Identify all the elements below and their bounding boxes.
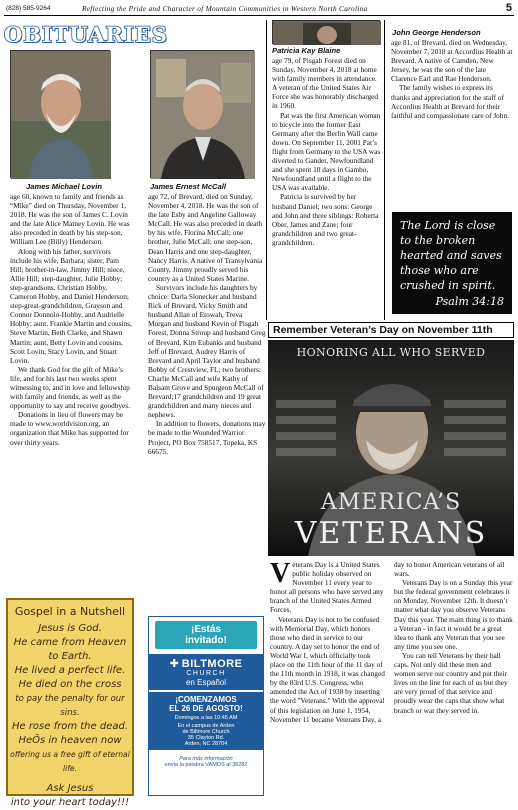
column-divider [266, 20, 267, 320]
gospel-line: He lived a perfect life. [14, 665, 126, 676]
page-number: 5 [505, 2, 512, 14]
header-tagline: Reflecting the Pride and Character of Mountain Communities in Western North Carolina [82, 4, 368, 13]
gospel-line: He rose from the dead. [11, 721, 129, 732]
ad-location: de Biltmore Church [182, 729, 230, 735]
veterans-banner [268, 340, 514, 556]
ad-church-block [149, 654, 263, 690]
gospel-line: to pay the penalty for our sins. [15, 694, 125, 718]
column-divider [384, 20, 385, 320]
ad-footer-1: Para más información [179, 756, 233, 762]
gospel-box [6, 598, 134, 808]
gospel-line: He came from Heaven to Earth. [13, 637, 127, 662]
lovin-name: James Michael Lovin [26, 182, 102, 191]
ad-location: En el campus de Arden [177, 723, 235, 729]
ad-location: 35 Clayton Rd. [187, 735, 225, 741]
mccall-text [148, 192, 266, 456]
henderson-name: John George Henderson [392, 28, 481, 37]
lovin-para: Along with his father, survivors include his wife, Barbara; sister, Pam Hill; brother-in-law, Jimmy Hill; niece, Allie Hill; step-daughter, Julie Hobby; step-grandsons, Christian Hobby, Cameron Hobby, and Daniel Henderson; step-great-grandchildren, Grayson and Connor Donnolo-Hobby, and Audrielle Hobby; aunt, Frankie Martin and cousins, Steve Martin, Beth Clarke, and Shawn Martin; aunt, Betty Lovin and cousins, Scott Lovin, Stacy Lovin, and Stuart Lovin. [10, 246, 132, 365]
mccall-name: James Ernest McCall [150, 182, 226, 191]
header-phone: (828) 585-9264 [6, 5, 51, 12]
psalm-reference: Psalm 34:18 [435, 295, 504, 308]
ad-banner: ¡Estás invitado! [155, 621, 257, 649]
gospel-line: offering us a free gift of eternal life. [10, 750, 130, 773]
gospel-title: Gospel in a Nutshell [14, 605, 126, 618]
gospel-line: Jesus is God. [38, 623, 102, 634]
lovin-text [10, 192, 134, 447]
cross-icon: ✚ [169, 657, 179, 670]
blaine-photo [272, 20, 380, 44]
veterans-para: day to honor American veterans of all wars. [394, 560, 505, 579]
veterans-heading-bar [268, 322, 514, 338]
gospel-line: He died on the cross [18, 679, 122, 690]
ad-church-sub: CHURCH [186, 670, 226, 677]
ad-church-name: BILTMORE [181, 658, 243, 670]
mccall-para: Survivors include his daughters by choice: Darla Slonecker and husband Rick of Brevard, Vicky Smith and husband Allan of Etowah, Treva Morgan and husband Kevin of Pisgah Forest, Donna Stroup and husband Greg of Brevard, Kim Eubanks and husband Jeff of Brevard, Audrey Harris of Brevard and April Taylor and husband Bobby of Crestview, FL; two brothers: Charlie McCall and wife Kathy of Balsam Grove and Spurgeon McCall of Brevard;17 grandchildren and 19 great grandchildren and many nieces and nephews. [148, 282, 266, 420]
gospel-line: into your heart today!!! [10, 797, 130, 808]
dropcap: V [270, 558, 291, 589]
veterans-col2 [394, 560, 514, 715]
banner-top-text: HONORING ALL WHO SERVED [296, 346, 486, 359]
ad-info-block [149, 692, 263, 750]
henderson-text [391, 38, 513, 120]
page-header [4, 2, 514, 16]
ad-time: Domingos a las 10:45 AM [174, 715, 238, 721]
ad-start-1: ¡COMENZAMOS [175, 695, 237, 704]
ad-footer-2: envía la palabra VAMOS al 38282 [164, 762, 248, 768]
veterans-para: Veterans Day is on a Sunday this year but the federal government celebrates it on Monday, November 12th. It doesn’t matter what day you observe Veterans Day this year. The main thing is to thank a Veteran - in fact it would be a great idea to thank any Veteran that you see any time you see one. [394, 578, 513, 651]
veterans-para: You can tell Veterans by their ball caps. Not only did these men and women serve our country and put their lives on the line for each of us but they are very proud of that service and proudly wear the caps that show what branch or war they served in. [394, 650, 508, 715]
mccall-para: age 72, of Brevard, died on Sunday, November 4, 2018. He was the son of the late Esby and Angeline Galloway McCall. He was also preceded in death by his wife, Florina McCall; one brother, Julie McCall; one step-son, Dean Harris and one step-daughter, Nancy Harris. A native of Transylvania County, Jimmy proudly served his country as a United States Marine. [148, 192, 263, 283]
veterans-heading: Remember Veteran’s Day on November 11th [273, 324, 493, 336]
mccall-photo [150, 50, 254, 178]
ad-location: Arden, NC 28704 [184, 741, 228, 747]
veterans-col1 [270, 560, 386, 724]
biltmore-ad [148, 616, 264, 796]
veterans-para: eterans Day is a United States public holiday observed on November 11 every year to honor all persons who have served any branch of the United States Armed Forces. [270, 560, 384, 615]
blaine-para: Patricia is survived by her husband Daniel; two sons: George and John and three siblings: Roberta Ober, James and Zane; four grandchildren and two great-grandchildren. [272, 192, 379, 247]
blaine-text [272, 56, 382, 247]
blaine-para: age 79, of Pisgah Forest died on Sunday, November 4, 2018 at home with family members in attendance. A veteran of the United States Air Force she was honorably discharged in 1960. [272, 56, 379, 111]
blaine-name: Patricia Kay Blaine [272, 46, 341, 55]
banner-line2: VETERANS [294, 516, 488, 551]
mccall-para: In addition to flowers, donations may be made to the Wounded Warrior Project, PO Box 758517, Topeka, KS 66675. [148, 419, 266, 456]
psalm-text: The Lord is close to the broken hearted and saves those who are crushed in spirit. [400, 219, 502, 292]
henderson-para: The family wishes to express its thanks and appreciation for the staff of Accordius Health at Brevard for their faithful and compassionate care of John. [391, 83, 509, 120]
lovin-para: age 60, known to family and friends as “Mike” died on Thursday, November 1, 2018. He was the son of James C. Lovin and the late Alice Matney Lovin. He was also preceded in death by his step-son, William Lee (Billy) Henderson. [10, 192, 130, 247]
banner-line1: AMERICA’S [320, 490, 462, 515]
ad-church-espanol: en Español [185, 678, 227, 687]
henderson-para: age 81, of Brevard, died on Wednesday, November 7, 2018 at Accordius Health at Brevard. A native of Camden, New Jersey, he was the son of the late Clarence Earl and Rae Henderson. [391, 38, 513, 84]
ad-start-2: EL 26 DE AGOSTO! [169, 704, 243, 713]
lovin-para: Donations in lieu of flowers may be made to www.worldvision.org, an organization that Mike has supported for over thirty years. [10, 410, 129, 447]
veterans-para: Veterans Day is not to be confused with Memorial Day, which honors those who died in service to our country. A day set to honor the end of World War I, which officially took place on the 11th hour of the 11 day of the 11th month in 1918, it was changed by the 83rd U.S. Congress, who amended the Act of 1938 by inserting the word "Veterans." With the approval of this legislation on June 1, 1954, November 11 became Veterans Day, a [270, 614, 385, 724]
psalm-box [392, 212, 512, 314]
obituaries-title: OBITUARIES [4, 22, 168, 47]
gospel-line: HeÕs in heaven now [18, 735, 122, 746]
lovin-photo [10, 50, 110, 178]
gospel-line: Ask Jesus [46, 783, 94, 794]
lovin-para: We thank God for the gift of Mike’s life, and for his last two weeks spent witnessing to, and in love and fellowship with family and friends, as well as the opportunity to say and receive goodbyes. [10, 364, 130, 411]
blaine-para: Pat was the first American woman to bicycle into the former East Germany after the Berlin Wall came down. On September 11, 2001 Pat’s flight from Germany to the USA was diverted to Gander, Newfoundland and she spent 10 days in Gambo, Newfoundland until a flight to the USA was available. [272, 110, 381, 193]
